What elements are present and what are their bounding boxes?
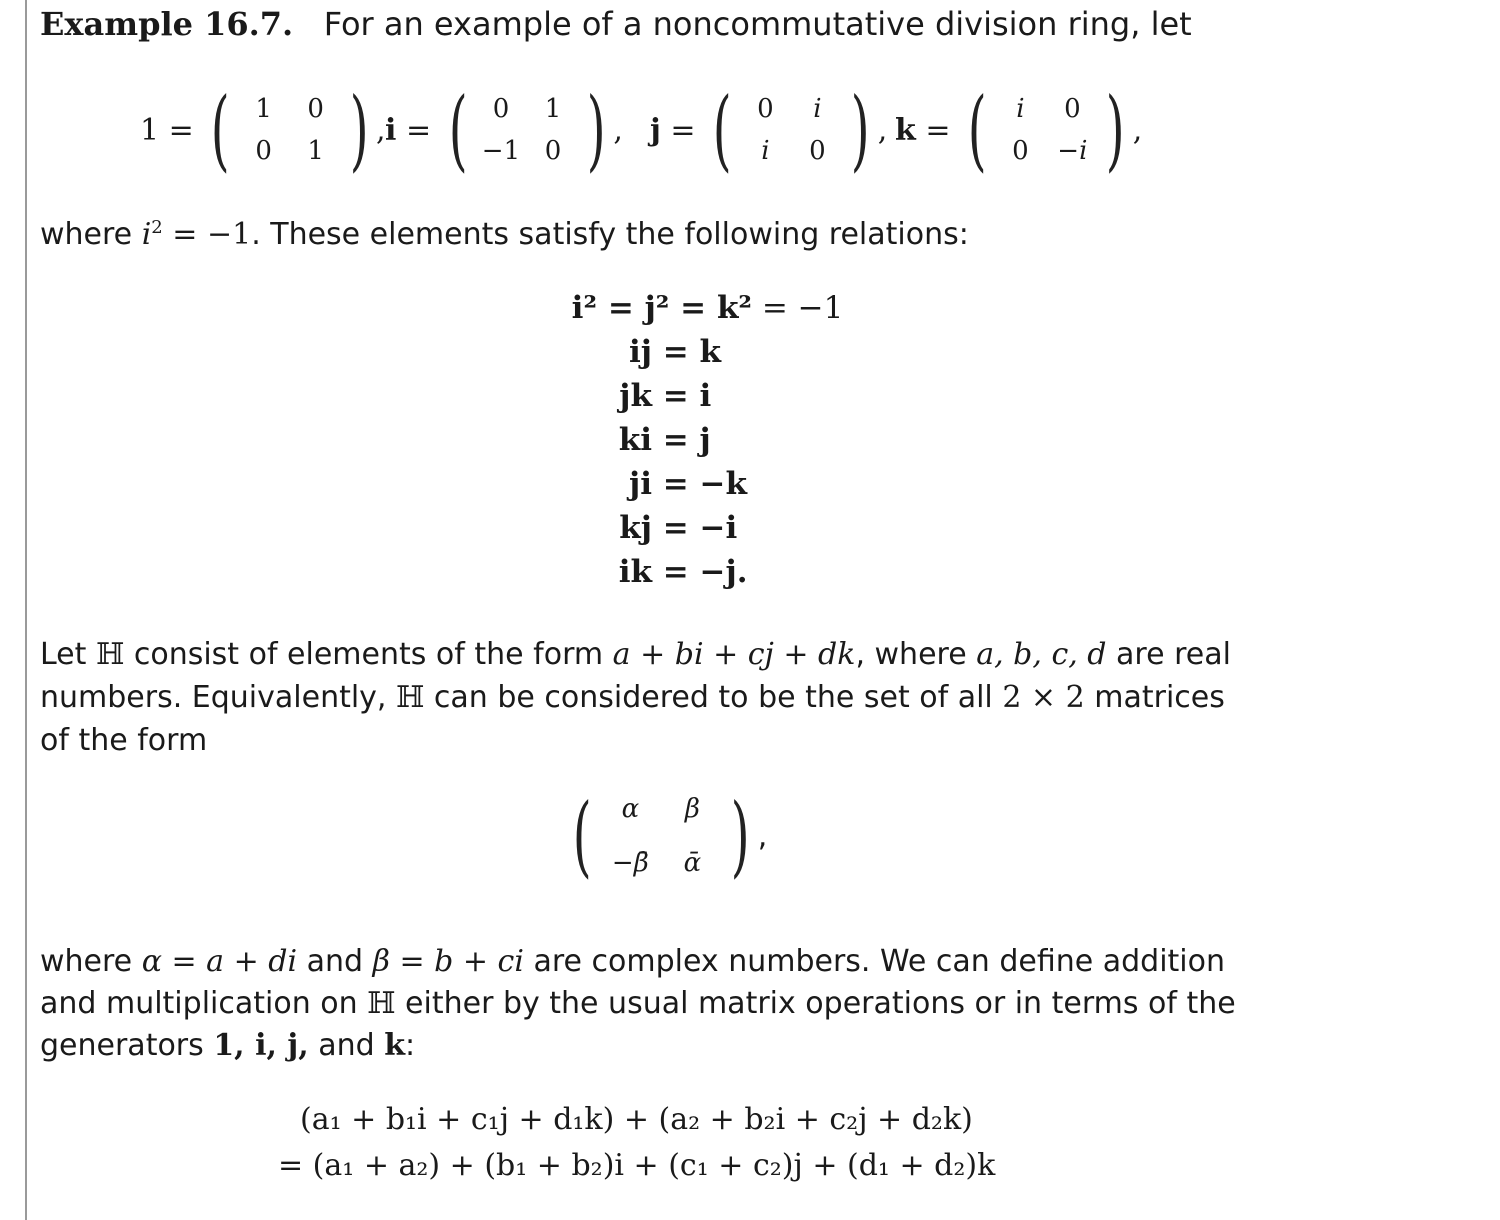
relation-lhs: i² = j² = k²	[571, 290, 752, 326]
matrix-entry: 0	[809, 136, 826, 166]
matrix-entry: 0	[1012, 136, 1029, 166]
sum-equation-line2: = (a₁ + a₂) + (b₁ + b₂)i + (c₁ + c₂)j + (d₁ + d₂)k	[278, 1148, 996, 1183]
text-run: , where	[855, 637, 977, 672]
math-expr: a, b, c, d	[976, 637, 1107, 672]
text-run: matrices	[1084, 680, 1225, 715]
relation-rhs: = −1	[752, 290, 844, 326]
text-run: where	[40, 217, 133, 252]
relation-row	[502, 374, 711, 418]
text-run: where	[40, 944, 142, 979]
relation-rhs: = j	[652, 422, 711, 458]
matrix-entry: β	[684, 794, 700, 824]
math-expr: = −1	[162, 217, 252, 252]
example-heading	[40, 4, 1192, 44]
math-var: i	[141, 217, 152, 252]
matrix-name: 1	[140, 112, 160, 148]
matrix-entry: 1	[544, 94, 562, 124]
math-expr: α = a + di	[141, 944, 298, 979]
matrix-entry: 0	[757, 94, 774, 124]
relation-row	[502, 550, 748, 594]
matrix-name: k	[895, 112, 916, 148]
matrix-entry: −1	[481, 136, 521, 166]
relation-lhs: kj	[619, 510, 652, 546]
example-lead-text: For an example of a noncommutative division ring, let	[323, 5, 1192, 43]
relation-rhs: = −k	[652, 466, 748, 502]
quaternion-symbol: ℍ	[367, 986, 396, 1021]
matrix-one: 1 = ( 1 0 0 1 ) ,	[140, 78, 386, 181]
matrix-entry: 0	[255, 136, 272, 166]
math-expr: 1, i, j,	[213, 1028, 309, 1063]
quaternion-matrices	[40, 80, 1190, 180]
text-run: and multiplication on	[40, 986, 368, 1021]
general-matrix: ( α β −β̄ ᾱ ) ,	[565, 782, 767, 890]
math-expr: k	[384, 1028, 405, 1063]
relation-lhs: ij	[629, 334, 652, 370]
relation-rhs: = −j.	[652, 554, 748, 590]
matrix-entry: −β̄	[611, 848, 649, 878]
text-run: generators	[40, 1028, 214, 1063]
matrix-entry: i	[761, 136, 770, 166]
relation-row	[502, 330, 721, 374]
matrix-entry: 1	[307, 136, 324, 166]
math-expr: 2 × 2	[1002, 680, 1085, 715]
matrix-name: i	[385, 112, 397, 148]
matrix-entry: 0	[492, 94, 510, 124]
relation-lhs: ik	[618, 554, 652, 590]
quaternion-symbol: ℍ	[95, 637, 125, 672]
paragraph-line	[40, 721, 207, 761]
quaternion-symbol: ℍ	[396, 680, 425, 715]
text-run: consist of elements of the form	[124, 637, 613, 672]
matrix-k: k = ( i 0 0 −i ) ,	[895, 78, 1143, 181]
paragraph-line	[40, 635, 1231, 675]
paragraph-line	[40, 984, 1236, 1024]
matrix-entry: 0	[1064, 94, 1081, 124]
text-run: :	[404, 1028, 416, 1063]
math-expr: β = b + ci	[372, 944, 524, 979]
exponent: 2	[151, 217, 163, 238]
text-run: numbers. Equivalently,	[40, 680, 397, 715]
relation-lhs: jk	[619, 378, 652, 414]
relation-rhs: = k	[652, 334, 722, 370]
relation-lhs: ji	[629, 466, 652, 502]
text-run: and	[308, 1028, 385, 1063]
left-margin-rule	[25, 0, 27, 1220]
matrix-entry: 1	[255, 94, 272, 124]
matrix-entry: ᾱ	[683, 848, 702, 878]
relation-rhs: = i	[652, 378, 712, 414]
text-run: either by the usual matrix operations or in terms of the	[395, 986, 1236, 1021]
where-line	[40, 208, 969, 255]
matrix-entry: i	[1016, 94, 1025, 124]
relation-row	[502, 506, 737, 550]
text-run: of the form	[40, 723, 208, 758]
matrix-name: j	[650, 112, 661, 148]
relation-row	[502, 462, 747, 506]
example-label: Example 16.7.	[40, 5, 294, 43]
relation-lhs: ki	[618, 422, 652, 458]
matrix-j: j = ( 0 i i 0 ) ,	[650, 78, 888, 181]
math-expr: a + bi + cj + dk	[612, 637, 856, 672]
relation-rhs: = −i	[652, 510, 738, 546]
text-run: can be considered to be the set of all	[424, 680, 1003, 715]
matrix-entry: −i	[1057, 136, 1088, 166]
matrix-entry: 0	[307, 94, 324, 124]
text-run: Let	[40, 637, 96, 672]
paragraph-line	[40, 678, 1225, 718]
matrix-i: i = ( 0 1 −1 0 ) ,	[385, 78, 623, 181]
matrix-entry: 0	[544, 136, 562, 166]
punctuation: ,	[757, 818, 768, 854]
matrix-entry: α	[621, 794, 640, 824]
paragraph-line	[40, 942, 1225, 982]
text-run: are complex numbers. We can define addition	[523, 944, 1225, 979]
document-page	[40, 0, 1480, 1220]
matrix-entry: i	[813, 94, 822, 124]
relation-row	[502, 418, 711, 462]
paragraph-line	[40, 1026, 415, 1066]
text-run: and	[297, 944, 373, 979]
text-run: are real	[1106, 637, 1231, 672]
sum-equation-line1: (a₁ + b₁i + c₁j + d₁k) + (a₂ + b₂i + c₂j + d₂k)	[300, 1102, 973, 1137]
relation-row	[502, 286, 843, 330]
text-run: . These elements satisfy the following relations:	[251, 217, 969, 252]
